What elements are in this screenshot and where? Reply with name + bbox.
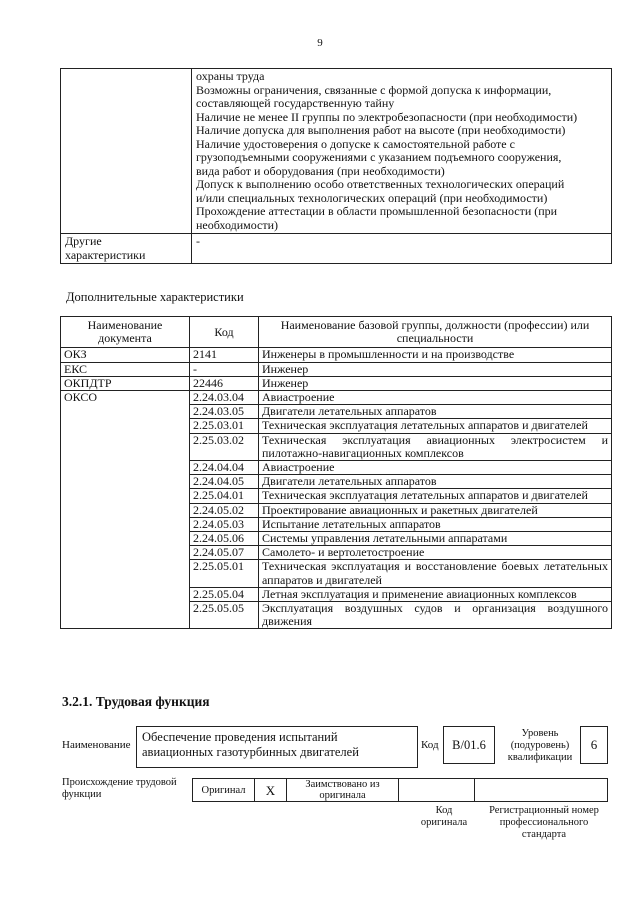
header-code: Код: [190, 317, 259, 348]
specialty-name-cell: Техническая эксплуатация летательных аппаратов и двигателей: [259, 489, 612, 503]
header-name: Наименование базовой группы, должности (профессии) или специальности: [259, 317, 612, 348]
extra-characteristics-heading: Дополнительные характеристики: [66, 290, 244, 304]
specialty-name-cell: Инженеры в промышленности и на производстве: [259, 348, 612, 362]
requirement-line: составляющей государственную тайну: [196, 96, 395, 110]
label-line: функции: [62, 789, 102, 800]
specialty-name-cell: Проектирование авиационных и ракетных двигателей: [259, 503, 612, 517]
table-row: [61, 234, 612, 264]
document-name-cell: ОКПДТР: [61, 376, 190, 390]
label-line: квалификации: [507, 752, 573, 763]
reg-number-cell: [475, 779, 607, 801]
requirement-line: вида работ и оборудования (при необходимости): [196, 163, 445, 178]
code-cell: 2.24.03.04: [190, 391, 259, 405]
section-title: 3.2.1. Трудовая функция: [62, 694, 210, 709]
other-characteristics-label: [61, 234, 192, 264]
label-line: стандарта: [521, 829, 567, 840]
extra-characteristics-table: [60, 316, 612, 629]
code-cell: 2.24.04.04: [190, 461, 259, 475]
qualification-level-box: 6: [580, 726, 608, 764]
specialty-name-cell: Инженер: [259, 362, 612, 376]
original-label: Оригинал: [193, 779, 255, 801]
requirement-line: охраны труда: [196, 69, 265, 83]
header-document: Наименование документа: [61, 317, 190, 348]
code-cell: 2.24.04.05: [190, 475, 259, 489]
other-characteristics-value: -: [192, 234, 612, 264]
label-line: (подуровень): [510, 740, 570, 751]
label-line: Регистрационный номер: [489, 805, 599, 816]
code-original-caption: [418, 805, 470, 829]
specialty-name-cell: Инженер: [259, 376, 612, 390]
extra-characteristics-body: [61, 348, 612, 629]
page-number: 9: [317, 37, 323, 49]
requirement-line: Допуск к выполнению особо ответственных технологических операций: [196, 177, 565, 191]
code-cell: 2.25.05.01: [190, 560, 259, 587]
origin-label: [62, 777, 177, 801]
requirement-line: Наличие не менее II группы по электробезопасности (при необходимости): [196, 109, 578, 124]
specialty-name-cell: Техническая эксплуатация и восстановление боевых летательных аппаратов и двигателей: [259, 560, 612, 587]
label-line: Код: [435, 805, 453, 816]
specialty-name-cell: Летная эксплуатация и применение авиационных комплексов: [259, 587, 612, 601]
requirement-line: Наличие удостоверения о допуске к самостоятельной работе с: [196, 136, 515, 151]
code-cell: 2.25.05.04: [190, 587, 259, 601]
label-line: Происхождение трудовой: [62, 777, 177, 788]
code-cell: 2.25.03.02: [190, 433, 259, 460]
specialty-name-cell: Двигатели летательных аппаратов: [259, 475, 612, 489]
code-cell: 22446: [190, 376, 259, 390]
specialty-name-cell: Системы управления летательными аппаратами: [259, 532, 612, 546]
code-cell: 2.25.05.05: [190, 602, 259, 629]
code-label: Код: [421, 739, 439, 751]
requirements-cell: [192, 69, 612, 234]
requirement-line: Прохождение аттестации в области промышленной безопасности (при: [196, 204, 558, 218]
original-mark: X: [255, 779, 287, 801]
table-row: [61, 362, 612, 376]
label-line: оригинала: [420, 817, 468, 828]
specialty-name-cell: Авиастроение: [259, 461, 612, 475]
borrowed-label: Заимствовано из оригинала: [287, 779, 399, 801]
code-cell: 2.24.03.05: [190, 405, 259, 419]
code-cell: 2.25.04.01: [190, 489, 259, 503]
qualification-level-label: [503, 728, 577, 764]
specialty-name-cell: Двигатели летательных аппаратов: [259, 405, 612, 419]
document-name-cell: ОКСО: [61, 391, 190, 629]
table-header-row: [61, 317, 612, 348]
label-line: характеристики: [65, 247, 146, 262]
reg-number-caption: [484, 805, 604, 841]
label-line: Уровень: [521, 728, 559, 739]
requirement-line: грузоподъемными сооружениями с указанием подъемного сооружения,: [196, 150, 562, 164]
document-name-cell: ЕКС: [61, 362, 190, 376]
code-cell: 2.24.05.06: [190, 532, 259, 546]
code-cell: 2.24.05.02: [190, 503, 259, 517]
code-original-cell: [399, 779, 475, 801]
specialty-name-cell: Эксплуатация воздушных судов и организация воздушного движения: [259, 602, 612, 629]
requirement-line: необходимости): [196, 217, 279, 232]
table-row: [61, 376, 612, 390]
specialty-name-cell: Техническая эксплуатация авиационных электросистем и пилотажно-навигационных комплексов: [259, 433, 612, 460]
table-cell: [61, 69, 192, 234]
document-name-cell: ОКЗ: [61, 348, 190, 362]
requirement-line: и/или специальных технологических операций (при необходимости): [196, 190, 548, 205]
table-row: [61, 348, 612, 362]
function-name-box: Обеспечение проведения испытаний авиационных газотурбинных двигателей: [136, 726, 418, 768]
function-name-label: Наименование: [62, 739, 131, 751]
code-cell: -: [190, 362, 259, 376]
requirement-line: Возможны ограничения, связанные с формой допуска к информации,: [196, 82, 552, 97]
label-line: Другие: [65, 234, 102, 248]
code-cell: 2.24.05.07: [190, 546, 259, 560]
table-row: [61, 69, 612, 234]
code-box: В/01.6: [443, 726, 495, 764]
requirement-line: Наличие допуска для выполнения работ на высоте (при необходимости): [196, 123, 566, 137]
code-cell: 2.24.05.03: [190, 517, 259, 531]
qualification-requirements-table: [60, 68, 612, 264]
code-cell: 2.25.03.01: [190, 419, 259, 433]
table-row: [61, 391, 612, 405]
specialty-name-cell: Самолето- и вертолетостроение: [259, 546, 612, 560]
specialty-name-cell: Авиастроение: [259, 391, 612, 405]
specialty-name-cell: Испытание летательных аппаратов: [259, 517, 612, 531]
specialty-name-cell: Техническая эксплуатация летательных аппаратов и двигателей: [259, 419, 612, 433]
code-cell: 2141: [190, 348, 259, 362]
label-line: профессионального: [499, 817, 589, 828]
origin-row: [192, 778, 608, 802]
